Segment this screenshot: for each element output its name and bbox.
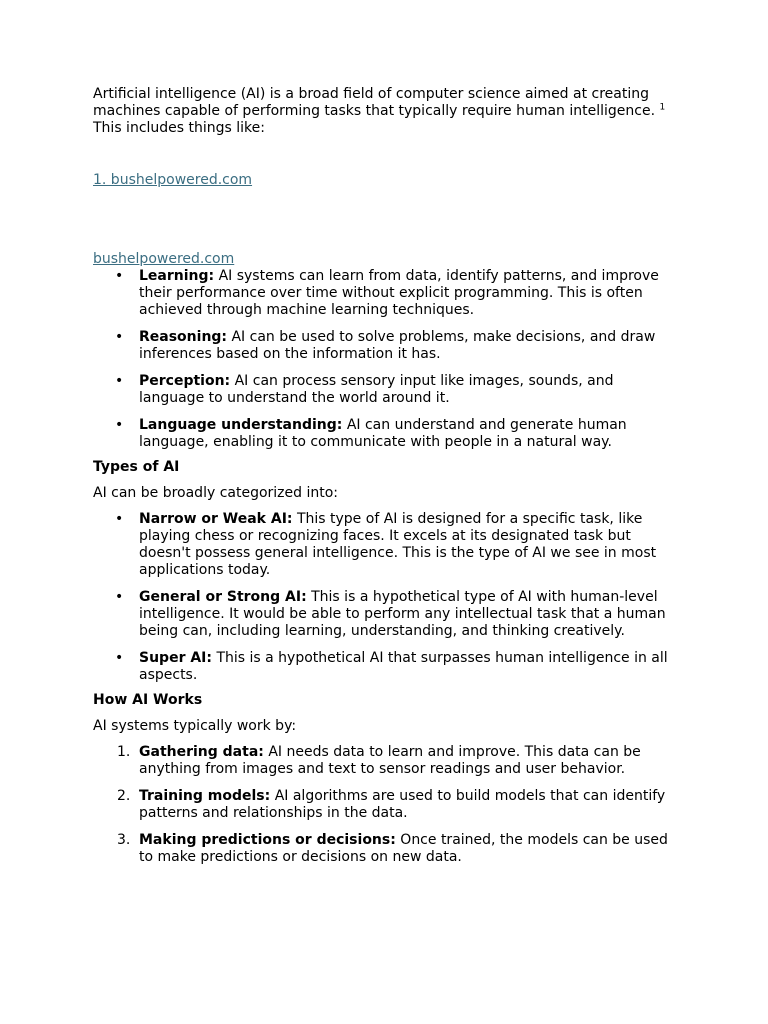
intro-text: Artificial intelligence (AI) is a broad field of computer science aimed at creating machines capable of performing tasks that typically require human intelligence. xyxy=(93,86,656,119)
list-item-term: Making predictions or decisions: xyxy=(139,832,396,848)
list-item-text: This type of AI is designed for a specific task, like playing chess or recognizing faces. It excels at its designated task but doesn't possess general intelligence. This is the type of AI we see in most applications today. xyxy=(139,511,657,578)
list-item-text: AI systems can learn from data, identify patterns, and improve their performance over time without explicit programming. This is often achieved through machine learning techniques. xyxy=(139,268,659,318)
list-item-text: This is a hypothetical AI that surpasses human intelligence in all aspects. xyxy=(139,650,668,683)
list-item-text: This is a hypothetical type of AI with human-level intelligence. It would be able to perform any intellectual task that a human being can, including learning, understanding, and thinking creatively. xyxy=(139,589,666,639)
list-item-term: Narrow or Weak AI: xyxy=(139,511,293,527)
list-item xyxy=(139,268,678,319)
source-link-plain-line xyxy=(93,251,678,268)
types-heading: Types of AI xyxy=(93,459,180,475)
list-item-term: Training models: xyxy=(139,788,271,804)
step-number: 1. xyxy=(117,744,131,760)
list-item-term: General or Strong AI: xyxy=(139,589,307,605)
list-item-term: Gathering data: xyxy=(139,744,264,760)
list-item xyxy=(139,329,678,363)
list-item-term: Reasoning: xyxy=(139,329,228,345)
list-item-text: Once trained, the models can be used to make predictions or decisions on new data. xyxy=(139,832,668,865)
list-item-text: AI can be used to solve problems, make decisions, and draw inferences based on the information it has. xyxy=(139,329,656,362)
list-item xyxy=(139,417,678,451)
list-item xyxy=(117,832,678,866)
list-item xyxy=(139,650,678,684)
footnote-mark[interactable]: 1 xyxy=(659,102,666,113)
list-item-text: AI needs data to learn and improve. This data can be anything from images and text to sensor readings and user behavior. xyxy=(139,744,641,777)
intro-continuation: This includes things like: xyxy=(93,120,265,136)
step-number: 3. xyxy=(117,832,131,848)
list-item-text: AI algorithms are used to build models that can identify patterns and relationships in the data. xyxy=(139,788,666,821)
list-item xyxy=(117,744,678,778)
works-heading: How AI Works xyxy=(93,692,203,708)
list-item xyxy=(139,589,678,640)
list-item-term: Perception: xyxy=(139,373,231,389)
list-item-term: Language understanding: xyxy=(139,417,343,433)
list-item xyxy=(139,373,678,407)
list-item-text: AI can process sensory input like images, sounds, and language to understand the world around it. xyxy=(139,373,614,406)
step-number: 2. xyxy=(117,788,131,804)
list-item-term: Super AI: xyxy=(139,650,212,666)
list-item xyxy=(139,511,678,579)
intro-paragraph xyxy=(93,86,678,137)
document-body xyxy=(93,86,678,876)
works-steps-list xyxy=(93,744,678,866)
list-item-text: AI can understand and generate human language, enabling it to communicate with people in a natural way. xyxy=(139,417,627,450)
works-lead: AI systems typically work by: xyxy=(93,718,297,734)
source-link-plain[interactable]: bushelpowered.com xyxy=(93,251,235,267)
list-item-term: Learning: xyxy=(139,268,215,284)
types-lead: AI can be broadly categorized into: xyxy=(93,485,339,501)
capabilities-list xyxy=(93,268,678,451)
list-item xyxy=(117,788,678,822)
types-list xyxy=(93,511,678,684)
source-link-numbered[interactable]: 1. bushelpowered.com xyxy=(93,172,253,188)
source-link-numbered-line xyxy=(93,172,678,189)
